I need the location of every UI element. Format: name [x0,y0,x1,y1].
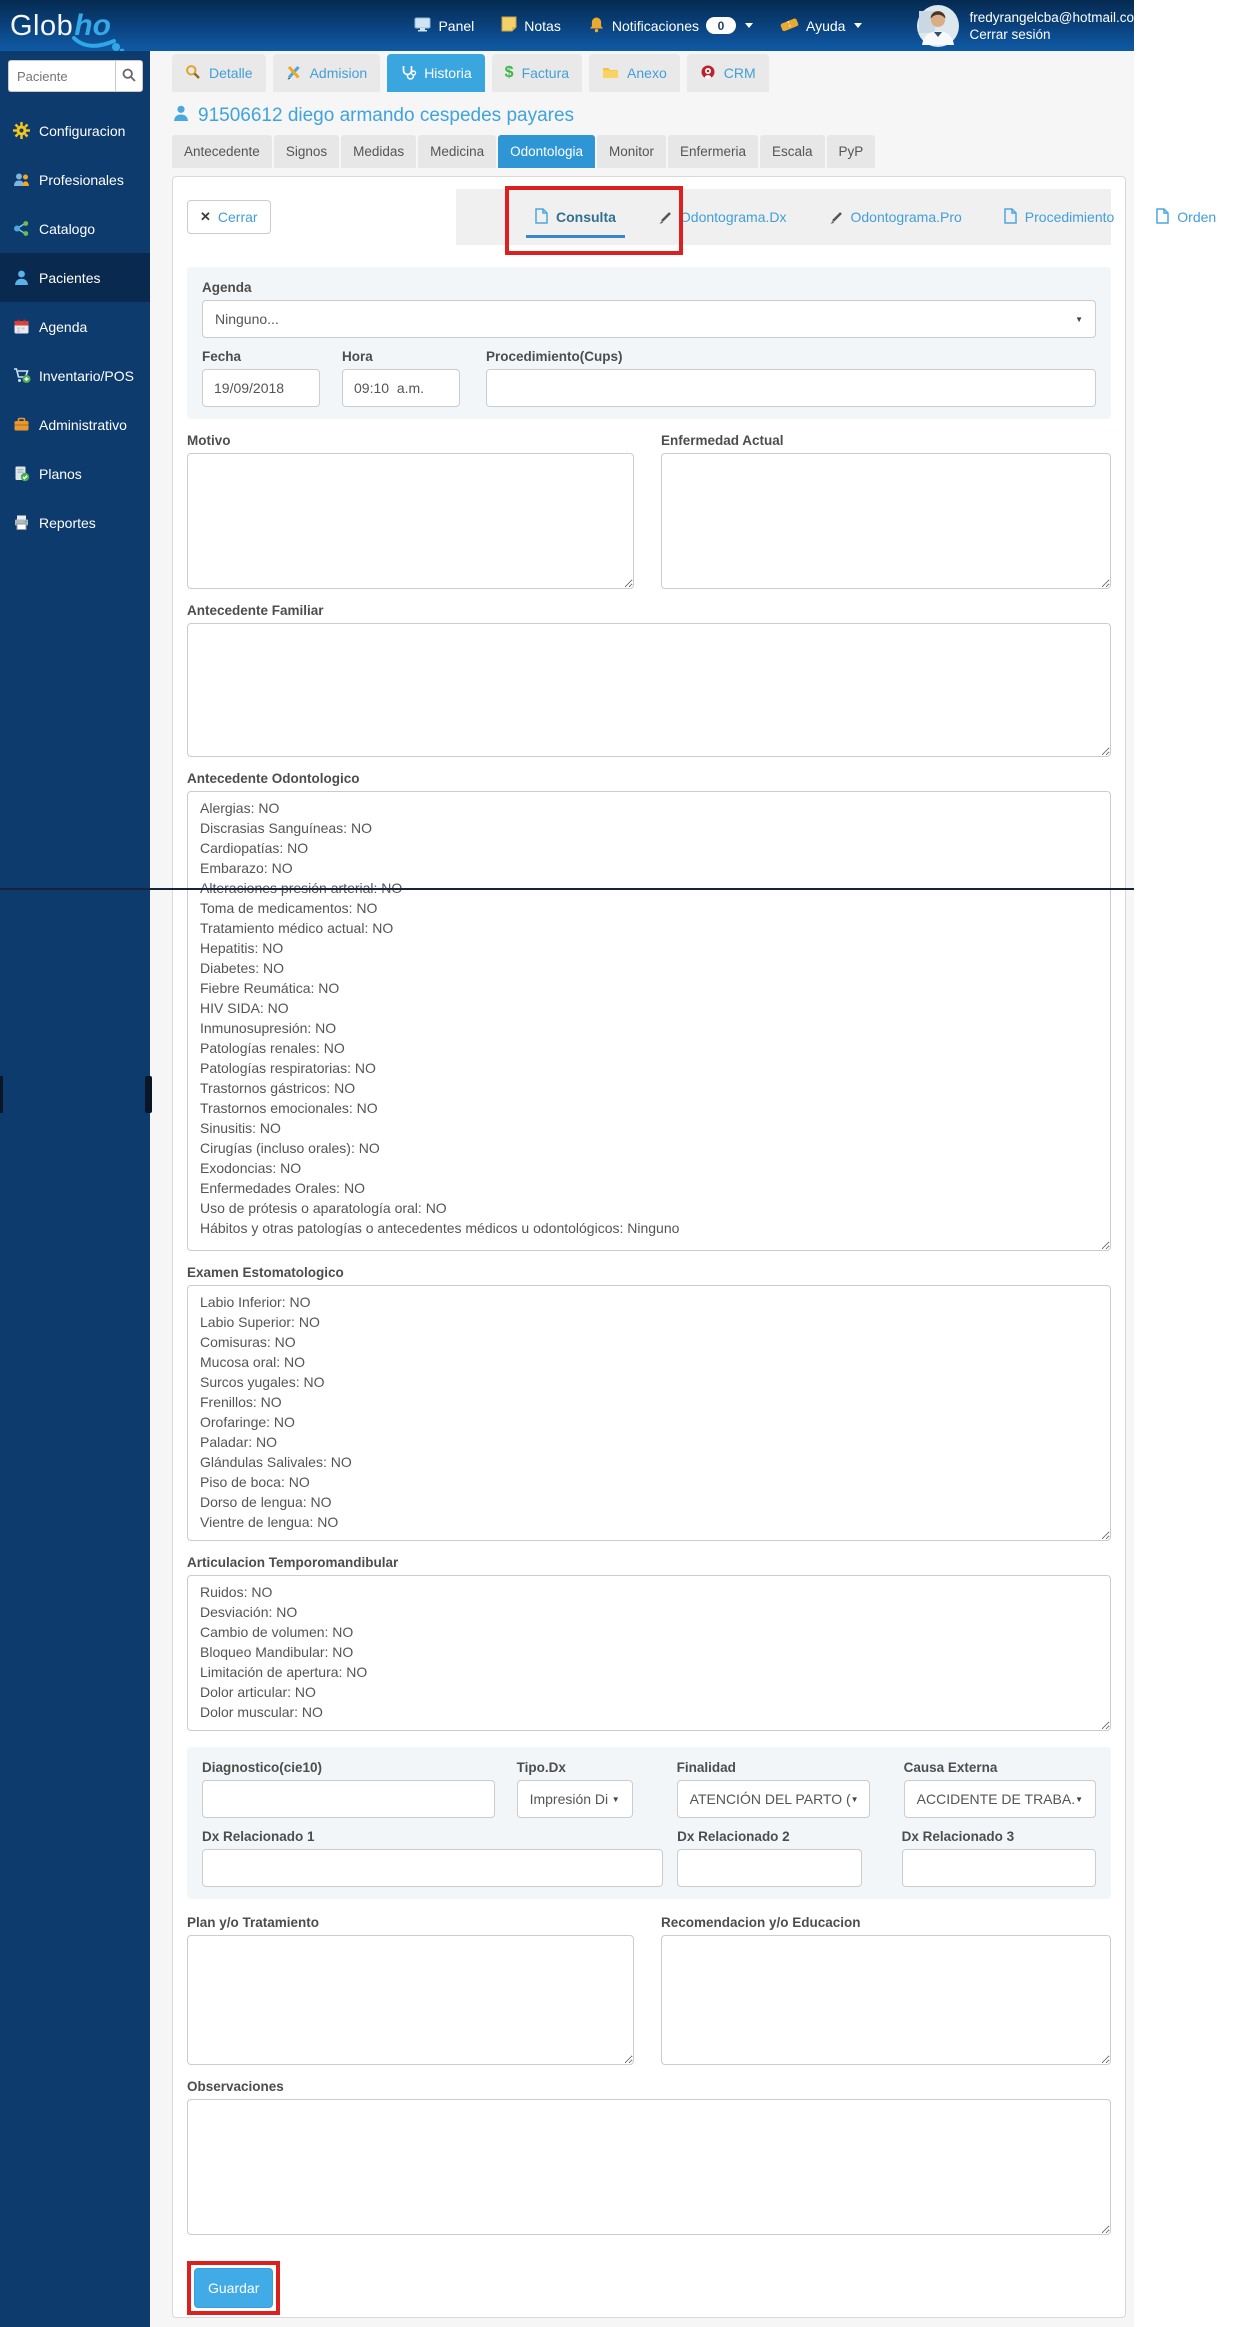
sidebar-item-administrativo[interactable]: Administrativo [0,400,150,449]
notifications-badge: 0 [706,17,736,34]
tab-anexo[interactable]: Anexo [589,54,680,92]
dx-relacionado-2-input[interactable] [677,1849,861,1887]
recomendacion-educacion-textarea[interactable] [661,1935,1111,2065]
antecedente-odontologico-label: Antecedente Odontologico [187,771,360,786]
doc-check-icon [13,465,30,482]
patient-header [172,104,574,128]
stitch-line-artifact [0,888,1134,890]
main-content [150,51,1217,2327]
subtab-escala[interactable]: Escala [760,135,825,168]
patient-tabs [172,54,769,92]
subtab-enfermeria[interactable]: Enfermeria [668,135,758,168]
examen-estomatologico-textarea[interactable] [187,1285,1111,1541]
procedimiento-input[interactable] [486,369,1096,407]
enfermedad-actual-textarea[interactable] [661,453,1111,589]
dx-relacionado-1-label: Dx Relacionado 1 [202,1829,315,1844]
guardar-button[interactable]: Guardar [194,2268,273,2308]
tab-detalle[interactable]: Detalle [172,54,266,92]
sidebar [0,51,150,2327]
logo-text-ho: ho [74,8,111,42]
search-icon [122,68,136,85]
stethoscope-icon [400,64,416,83]
plan-tratamiento-textarea[interactable] [187,1935,634,2065]
hora-label: Hora [342,349,373,364]
subtab-signos[interactable]: Signos [274,135,339,168]
search-button[interactable] [115,60,143,92]
diagnostico-input[interactable] [202,1780,495,1818]
person-icon [13,269,30,286]
motivo-label: Motivo [187,433,231,448]
tab-factura[interactable]: $ Factura [492,54,582,92]
calendar-icon [13,318,30,335]
nav-notificaciones[interactable]: Notificaciones 0 [588,16,753,36]
tab-historia[interactable]: Historia [387,54,484,92]
nav-panel[interactable]: Panel [414,17,474,35]
magnifier-icon [185,64,201,83]
finalidad-select[interactable]: ATENCIÓN DEL PARTO ( ▼ [677,1780,870,1818]
edge-tab-artifact [145,1076,152,1113]
odontologia-inner-tabs [456,189,1217,245]
agenda-label: Agenda [202,280,252,295]
chevron-down-icon: ▼ [850,1794,859,1804]
articulacion-temporomandibular-textarea[interactable] [187,1575,1111,1731]
cita-panel [187,267,1111,419]
folder-icon [602,65,619,82]
ticket-icon [780,17,799,35]
nav-notas[interactable]: Notas [501,16,561,35]
tab-odontograma-dx[interactable]: Odontograma.Dx [637,189,808,245]
antecedente-familiar-textarea[interactable] [187,623,1111,757]
tab-admision[interactable]: Admision [273,54,381,92]
plan-label: Plan y/o Tratamiento [187,1915,320,1930]
sidebar-item-planos[interactable]: Planos [0,449,150,498]
sidebar-item-profesionales[interactable]: Profesionales [0,155,150,204]
fecha-label: Fecha [202,349,242,364]
procedimiento-label: Procedimiento(Cups) [486,349,623,364]
recomendacion-label: Recomendacion y/o Educacion [661,1915,861,1930]
antecedente-odontologico-textarea[interactable] [187,791,1111,1251]
chevron-down-icon [854,23,862,28]
user-avatar[interactable] [917,5,959,47]
note-icon [501,16,517,35]
sidebar-item-configuracion[interactable]: Configuracion [0,106,150,155]
causa-externa-label: Causa Externa [903,1760,998,1775]
antecedente-familiar-label: Antecedente Familiar [187,603,324,618]
share-icon [13,220,30,237]
edge-tab-artifact [0,1076,3,1113]
observaciones-label: Observaciones [187,2079,284,2094]
logo-text-glob: Glob [10,9,74,42]
diagnostico-label: Diagnostico(cie10) [202,1760,323,1775]
enfermedad-label: Enfermedad Actual [661,433,784,448]
subtab-medidas[interactable]: Medidas [341,135,416,168]
causa-externa-select[interactable]: ACCIDENTE DE TRABA. ▼ [904,1780,1096,1818]
chevron-down-icon: ▼ [611,1794,620,1804]
people-icon [13,171,30,188]
finalidad-label: Finalidad [676,1760,736,1775]
tipo-dx-select[interactable]: Impresión Di ▼ [517,1780,633,1818]
pencil-icon [658,209,672,226]
consulta-card [172,176,1217,2318]
close-icon: ✕ [200,209,211,224]
bell-icon [588,16,605,36]
briefcase-icon [13,416,30,433]
dx-relacionado-2-label: Dx Relacionado 2 [677,1829,790,1844]
sidebar-item-inventario[interactable]: Inventario/POS [0,351,150,400]
tab-odontograma-pro[interactable]: Odontograma.Pro [808,189,983,245]
pencil-icon [829,209,843,226]
pencils-icon [286,64,302,83]
top-navbar [0,0,1134,51]
subtab-medicina[interactable]: Medicina [418,135,496,168]
sidebar-item-catalogo[interactable]: Catalogo [0,204,150,253]
cart-icon [13,367,30,384]
logout-link[interactable]: Cerrar sesión [969,26,1051,42]
app-logo [10,9,160,43]
observaciones-textarea[interactable] [187,2099,1111,2235]
user-email: fredyrangelcba@hotmail.co [969,9,1134,25]
history-subtabs [172,135,875,168]
subtab-odontologia[interactable]: Odontologia [498,135,595,168]
hora-input[interactable] [342,369,460,407]
file-icon [1004,208,1017,227]
chevron-down-icon [745,23,753,28]
cerrar-button[interactable]: ✕ Cerrar [187,200,271,234]
chevron-down-icon: ▼ [1075,1794,1083,1804]
chevron-down-icon: ▼ [1075,314,1083,324]
monitor-icon [414,17,431,35]
crm-icon [700,64,716,83]
subtab-monitor[interactable]: Monitor [597,135,666,168]
person-icon [172,104,190,128]
examen-estomatologico-label: Examen Estomatologico [187,1265,344,1280]
fecha-input[interactable] [202,369,320,407]
sidebar-item-reportes[interactable]: Reportes [0,498,150,547]
articulacion-temporomandibular-label: Articulacion Temporomandibular [187,1555,399,1570]
diagnostico-panel [187,1747,1111,1899]
tab-orden[interactable]: Orden [1135,189,1237,245]
dx-relacionado-3-label: Dx Relacionado 3 [901,1829,1015,1844]
sidebar-item-pacientes[interactable]: Pacientes [0,253,150,302]
nav-ayuda[interactable]: Ayuda [780,17,862,35]
tab-consulta[interactable]: Consulta [514,189,637,245]
file-icon [1156,208,1169,227]
dollar-icon: $ [504,64,514,81]
motivo-textarea[interactable] [187,453,634,589]
agenda-select[interactable]: Ninguno... ▼ [202,300,1096,338]
tab-procedimiento[interactable]: Procedimiento [983,189,1136,245]
gear-icon [13,122,30,139]
patient-title-text: 91506612 diego armando cespedes payares [198,105,575,126]
tab-crm[interactable]: CRM [687,54,769,92]
dx-relacionado-3-input[interactable] [902,1849,1096,1887]
printer-icon [13,514,30,531]
tipo-dx-label: Tipo.Dx [516,1760,566,1775]
subtab-antecedente[interactable]: Antecedente [172,135,272,168]
sidebar-item-agenda[interactable]: Agenda [0,302,150,351]
file-icon [535,208,548,227]
subtab-pyp[interactable]: PyP [827,135,876,168]
annotation-box-guardar [187,2261,280,2315]
patient-search-input[interactable] [8,60,115,92]
dx-relacionado-1-input[interactable] [202,1849,663,1887]
